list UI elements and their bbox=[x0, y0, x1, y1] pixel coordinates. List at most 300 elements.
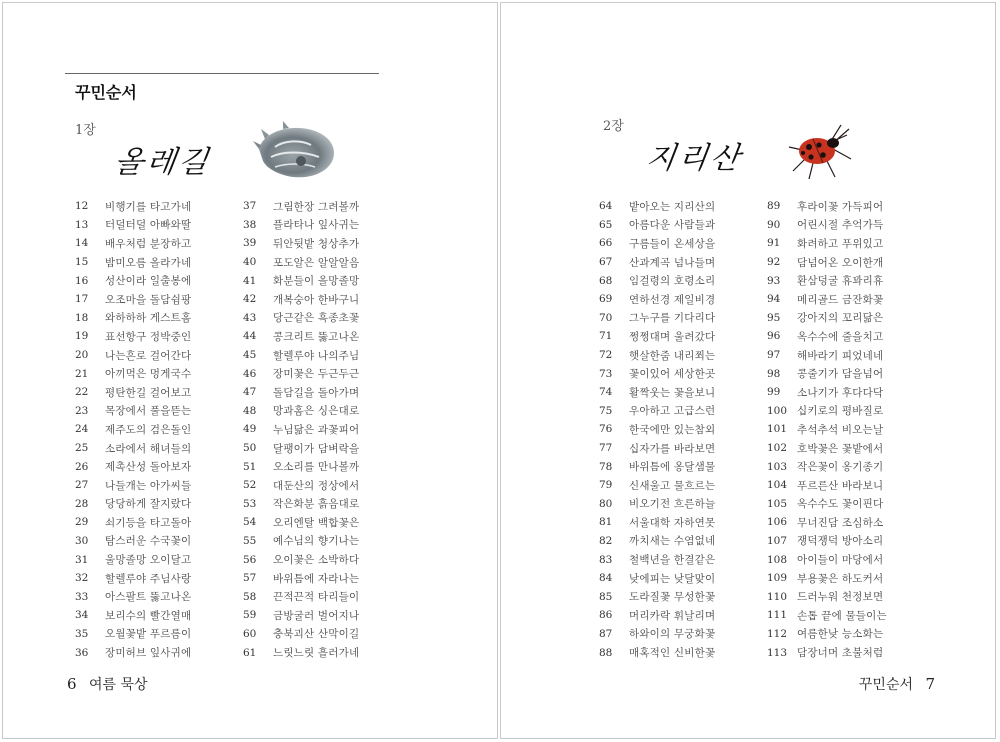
toc-title: 그림한장 그려볼까 bbox=[273, 200, 360, 213]
toc-title: 콩크리트 뚫고나온 bbox=[273, 330, 360, 343]
toc-page-number: 75 bbox=[599, 404, 613, 417]
toc-entry bbox=[599, 309, 715, 328]
toc-page-number: 95 bbox=[767, 311, 781, 324]
toc-page-number: 112 bbox=[767, 627, 788, 640]
toc-title: 울망졸망 오이달고 bbox=[105, 554, 192, 567]
toc-page-number: 20 bbox=[75, 349, 89, 362]
toc-entry bbox=[243, 569, 359, 588]
toc-entry bbox=[599, 420, 715, 439]
toc-title: 예수님의 향기나는 bbox=[273, 535, 360, 548]
toc-title: 오리엔탈 백합꽃은 bbox=[273, 516, 360, 529]
toc-page-number: 51 bbox=[243, 460, 257, 473]
toc-title: 까치새는 수염없네 bbox=[629, 535, 716, 548]
running-footer: 꾸민순서 bbox=[858, 677, 913, 693]
toc-entry bbox=[599, 569, 715, 588]
toc-title: 오소리를 만나볼까 bbox=[273, 461, 360, 474]
toc-page-number: 38 bbox=[243, 218, 257, 231]
toc-title: 성산이라 일출봉에 bbox=[105, 275, 192, 288]
toc-page-number: 41 bbox=[243, 274, 257, 287]
toc-page-number: 81 bbox=[599, 516, 613, 529]
toc-column-1 bbox=[75, 197, 191, 662]
toc-title: 제촉산성 돌아보자 bbox=[105, 461, 192, 474]
toc-page-number: 110 bbox=[767, 590, 788, 603]
book-title: 꾸민순서 bbox=[75, 83, 137, 102]
toc-page-number: 44 bbox=[243, 330, 257, 343]
toc-title: 머리카락 휘날리며 bbox=[629, 609, 716, 622]
toc-entry bbox=[243, 476, 359, 495]
toc-title: 부용꽃은 하도커서 bbox=[797, 572, 884, 585]
toc-entry bbox=[75, 513, 191, 532]
toc-entry bbox=[75, 495, 191, 514]
toc-entry bbox=[767, 643, 887, 662]
toc-entry bbox=[75, 439, 191, 458]
toc-entry bbox=[767, 606, 887, 625]
toc-page-number: 111 bbox=[767, 609, 788, 622]
toc-title: 햇살한줌 내리쬐는 bbox=[629, 349, 716, 362]
toc-title: 오조마을 돌담쉼팡 bbox=[105, 293, 192, 306]
toc-title: 개복숭아 한바구니 bbox=[273, 293, 360, 306]
toc-entry bbox=[767, 457, 887, 476]
page-number: 6 bbox=[67, 675, 77, 693]
toc-page-number: 101 bbox=[767, 423, 788, 436]
toc-page-number: 32 bbox=[75, 572, 89, 585]
toc-title: 손톱 끝에 물들이는 bbox=[797, 609, 887, 622]
toc-title: 바위틈에 옹달샘물 bbox=[629, 461, 716, 474]
toc-entry bbox=[599, 643, 715, 662]
toc-title: 보리수의 빨간열매 bbox=[105, 609, 192, 622]
toc-page-number: 89 bbox=[767, 200, 781, 213]
toc-entry bbox=[599, 550, 715, 569]
toc-entry bbox=[767, 290, 887, 309]
toc-title: 대둔산의 정상에서 bbox=[273, 479, 360, 492]
toc-title: 낮에피는 낮달맞이 bbox=[629, 572, 716, 585]
toc-title: 쩡쩡대며 울려갔다 bbox=[629, 330, 716, 343]
toc-page-number: 72 bbox=[599, 349, 613, 362]
toc-page-number: 48 bbox=[243, 404, 257, 417]
toc-page-number: 113 bbox=[767, 646, 788, 659]
toc-title: 십키로의 평바질로 bbox=[797, 405, 884, 418]
toc-title: 그누구를 기다리다 bbox=[629, 312, 716, 325]
toc-page-number: 83 bbox=[599, 553, 613, 566]
toc-title: 담넘어온 오이한개 bbox=[797, 256, 884, 269]
toc-page-number: 64 bbox=[599, 200, 613, 213]
toc-page-number: 69 bbox=[599, 293, 613, 306]
toc-page-number: 17 bbox=[75, 293, 89, 306]
toc-title: 콩줄기가 담을넘어 bbox=[797, 368, 884, 381]
toc-entry bbox=[767, 513, 887, 532]
toc-entry bbox=[243, 457, 359, 476]
toc-entry bbox=[243, 309, 359, 328]
toc-title: 밭아오는 지리산의 bbox=[629, 200, 716, 213]
toc-title: 쟁덕쟁덕 방아소리 bbox=[797, 535, 884, 548]
toc-entry bbox=[75, 253, 191, 272]
toc-title: 소라에서 해녀들의 bbox=[105, 442, 192, 455]
toc-entry bbox=[767, 420, 887, 439]
toc-page-number: 28 bbox=[75, 497, 89, 510]
toc-entry bbox=[75, 420, 191, 439]
seashell-illustration bbox=[253, 121, 339, 183]
toc-title: 금방굴러 벌어지나 bbox=[273, 609, 360, 622]
toc-page-number: 52 bbox=[243, 479, 257, 492]
toc-entry bbox=[75, 550, 191, 569]
toc-title: 제주도의 검은돌인 bbox=[105, 423, 192, 436]
toc-title: 꽃이있어 세상한곳 bbox=[629, 368, 716, 381]
toc-page-number: 45 bbox=[243, 349, 257, 362]
toc-entry bbox=[75, 216, 191, 235]
toc-entry bbox=[599, 197, 715, 216]
header-rule bbox=[65, 73, 379, 74]
toc-title: 산과계곡 넘나들며 bbox=[629, 256, 716, 269]
toc-page-number: 16 bbox=[75, 274, 89, 287]
toc-title: 비행기를 타고가네 bbox=[105, 200, 192, 213]
toc-entry bbox=[767, 587, 887, 606]
chapter-number: 1장 bbox=[75, 123, 96, 138]
toc-entry bbox=[599, 290, 715, 309]
toc-entry bbox=[75, 327, 191, 346]
toc-page-number: 90 bbox=[767, 218, 781, 231]
toc-page-number: 35 bbox=[75, 627, 89, 640]
toc-title: 터덜터덜 아빠와딸 bbox=[105, 219, 192, 232]
toc-entry bbox=[767, 495, 887, 514]
toc-page-number: 42 bbox=[243, 293, 257, 306]
toc-title: 목장에서 풀을뜯는 bbox=[105, 405, 192, 418]
toc-page-number: 109 bbox=[767, 572, 788, 585]
toc-title: 옥수수에 줄을치고 bbox=[797, 330, 884, 343]
toc-column-1 bbox=[599, 197, 715, 662]
toc-page-number: 27 bbox=[75, 479, 89, 492]
toc-page-number: 21 bbox=[75, 367, 89, 380]
toc-title: 화분들이 올망졸망 bbox=[273, 275, 360, 288]
toc-entry bbox=[75, 364, 191, 383]
toc-title: 신새울고 물흐르는 bbox=[629, 479, 716, 492]
toc-page-number: 31 bbox=[75, 553, 89, 566]
toc-title: 장미꽃은 두근두근 bbox=[273, 368, 360, 381]
toc-title: 메리골드 금잔화꽃 bbox=[797, 293, 884, 306]
toc-page-number: 46 bbox=[243, 367, 257, 380]
toc-entry bbox=[75, 309, 191, 328]
toc-page-number: 33 bbox=[75, 590, 89, 603]
toc-page-number: 97 bbox=[767, 349, 781, 362]
toc-page-number: 53 bbox=[243, 497, 257, 510]
toc-title: 당당하게 잘지랐다 bbox=[105, 498, 192, 511]
toc-page-number: 73 bbox=[599, 367, 613, 380]
toc-entry bbox=[599, 253, 715, 272]
toc-title: 표선항구 정박중인 bbox=[105, 330, 192, 343]
toc-entry bbox=[767, 569, 887, 588]
toc-entry bbox=[599, 587, 715, 606]
toc-title: 느릿느릿 흘러가네 bbox=[273, 647, 360, 660]
toc-page-number: 34 bbox=[75, 609, 89, 622]
toc-page-number: 93 bbox=[767, 274, 781, 287]
toc-page-number: 85 bbox=[599, 590, 613, 603]
toc-title: 나는흔로 걸어간다 bbox=[105, 349, 192, 362]
toc-page-number: 40 bbox=[243, 256, 257, 269]
toc-page-number: 107 bbox=[767, 534, 788, 547]
toc-page-number: 91 bbox=[767, 237, 781, 250]
toc-title: 도라질꽃 무성한꽃 bbox=[629, 591, 716, 604]
toc-title: 장미허브 잎사귀에 bbox=[105, 647, 192, 660]
toc-title: 하와이의 무궁화꽃 bbox=[629, 628, 716, 641]
toc-title: 플라타나 잎사귀는 bbox=[273, 219, 360, 232]
page-number: 7 bbox=[925, 675, 935, 693]
chapter-number: 2장 bbox=[603, 119, 624, 134]
toc-page-number: 59 bbox=[243, 609, 257, 622]
toc-page-number: 98 bbox=[767, 367, 781, 380]
toc-entry bbox=[767, 532, 887, 551]
toc-entry bbox=[767, 364, 887, 383]
toc-page-number: 80 bbox=[599, 497, 613, 510]
toc-page-number: 50 bbox=[243, 442, 257, 455]
toc-entry bbox=[243, 364, 359, 383]
toc-title: 쇠기등을 타고돌아 bbox=[105, 516, 192, 529]
toc-page-number: 88 bbox=[599, 646, 613, 659]
toc-title: 포도알은 알알알음 bbox=[273, 256, 360, 269]
toc-entry bbox=[599, 216, 715, 235]
toc-page-number: 103 bbox=[767, 460, 788, 473]
left-page bbox=[2, 2, 498, 739]
toc-entry bbox=[243, 402, 359, 421]
toc-entry bbox=[243, 439, 359, 458]
toc-page-number: 77 bbox=[599, 442, 613, 455]
toc-page-number: 12 bbox=[75, 200, 89, 213]
toc-entry bbox=[767, 197, 887, 216]
toc-title: 환삼덩굴 휴꽈리휴 bbox=[797, 275, 884, 288]
toc-entry bbox=[75, 643, 191, 662]
toc-entry bbox=[767, 346, 887, 365]
toc-entry bbox=[599, 234, 715, 253]
toc-entry bbox=[599, 402, 715, 421]
toc-entry bbox=[243, 383, 359, 402]
toc-entry bbox=[599, 476, 715, 495]
toc-entry bbox=[75, 587, 191, 606]
toc-title: 탐스러운 수국꽃이 bbox=[105, 535, 192, 548]
toc-title: 화려하고 푸위있고 bbox=[797, 237, 884, 250]
toc-page-number: 15 bbox=[75, 256, 89, 269]
toc-entry bbox=[243, 513, 359, 532]
toc-page-number: 13 bbox=[75, 218, 89, 231]
toc-entry bbox=[243, 253, 359, 272]
toc-page-number: 36 bbox=[75, 646, 89, 659]
toc-entry bbox=[599, 346, 715, 365]
toc-title: 후라이꽃 가득피어 bbox=[797, 200, 884, 213]
toc-entry bbox=[767, 625, 887, 644]
toc-entry bbox=[599, 625, 715, 644]
toc-title: 드러누워 천정보면 bbox=[797, 591, 884, 604]
toc-entry bbox=[75, 569, 191, 588]
toc-title: 담장너머 초불처럼 bbox=[797, 647, 884, 660]
toc-title: 여름한낮 능소화는 bbox=[797, 628, 884, 641]
toc-entry bbox=[243, 643, 359, 662]
toc-entry bbox=[243, 327, 359, 346]
toc-title: 십자가를 바라보면 bbox=[629, 442, 716, 455]
toc-title: 비오기전 흐른하늘 bbox=[629, 498, 716, 511]
toc-page-number: 24 bbox=[75, 423, 89, 436]
toc-page-number: 99 bbox=[767, 386, 781, 399]
toc-title: 어린시절 추억가득 bbox=[797, 219, 884, 232]
page-folio bbox=[859, 674, 935, 694]
toc-page-number: 67 bbox=[599, 256, 613, 269]
toc-page-number: 54 bbox=[243, 516, 257, 529]
toc-page-number: 58 bbox=[243, 590, 257, 603]
toc-page-number: 47 bbox=[243, 386, 257, 399]
toc-entry bbox=[75, 290, 191, 309]
toc-entry bbox=[75, 271, 191, 290]
toc-page-number: 22 bbox=[75, 386, 89, 399]
toc-entry bbox=[243, 346, 359, 365]
toc-title: 와하하하 게스트홈 bbox=[105, 312, 192, 325]
toc-entry bbox=[243, 625, 359, 644]
toc-entry bbox=[767, 216, 887, 235]
toc-title: 밤미오름 올라가네 bbox=[105, 256, 192, 269]
toc-page-number: 30 bbox=[75, 534, 89, 547]
running-footer: 여름 묵상 bbox=[89, 677, 148, 693]
toc-entry bbox=[599, 383, 715, 402]
toc-entry bbox=[243, 216, 359, 235]
toc-column-2 bbox=[767, 197, 887, 662]
toc-page-number: 104 bbox=[767, 479, 788, 492]
toc-entry bbox=[599, 495, 715, 514]
toc-title: 옥수수도 꽃이핀다 bbox=[797, 498, 884, 511]
toc-page-number: 55 bbox=[243, 534, 257, 547]
toc-title: 우아하고 고급스런 bbox=[629, 405, 716, 418]
toc-title: 서울대학 자하연못 bbox=[629, 516, 716, 529]
toc-page-number: 105 bbox=[767, 497, 788, 510]
toc-page-number: 92 bbox=[767, 256, 781, 269]
toc-page-number: 60 bbox=[243, 627, 257, 640]
toc-title: 끈적끈적 타리들이 bbox=[273, 591, 360, 604]
toc-page-number: 29 bbox=[75, 516, 89, 529]
toc-entry bbox=[599, 364, 715, 383]
toc-title: 배우처럼 분장하고 bbox=[105, 237, 192, 250]
toc-entry bbox=[599, 457, 715, 476]
toc-entry bbox=[599, 606, 715, 625]
toc-entry bbox=[767, 271, 887, 290]
toc-page-number: 26 bbox=[75, 460, 89, 473]
toc-entry bbox=[75, 476, 191, 495]
toc-title: 오월꽃밭 푸르름이 bbox=[105, 628, 192, 641]
toc-title: 아끼먹은 멍게국수 bbox=[105, 368, 192, 381]
toc-entry bbox=[599, 271, 715, 290]
toc-title: 충북괴산 산막이길 bbox=[273, 628, 360, 641]
toc-entry bbox=[75, 197, 191, 216]
toc-title: 할렐루야 나의주님 bbox=[273, 349, 360, 362]
toc-page-number: 57 bbox=[243, 572, 257, 585]
toc-entry bbox=[243, 532, 359, 551]
toc-title: 무너진담 조심하소 bbox=[797, 516, 884, 529]
toc-page-number: 96 bbox=[767, 330, 781, 343]
toc-entry bbox=[599, 327, 715, 346]
toc-title: 아이들이 마당에서 bbox=[797, 554, 884, 567]
toc-entry bbox=[243, 271, 359, 290]
toc-title: 작은화분 흙음대로 bbox=[273, 498, 360, 511]
toc-page-number: 37 bbox=[243, 200, 257, 213]
toc-title: 달팽이가 담벼락을 bbox=[273, 442, 360, 455]
toc-entry bbox=[767, 383, 887, 402]
toc-page-number: 84 bbox=[599, 572, 613, 585]
toc-entry bbox=[75, 383, 191, 402]
toc-title: 해바라기 피었네네 bbox=[797, 349, 884, 362]
toc-entry bbox=[767, 309, 887, 328]
toc-page-number: 25 bbox=[75, 442, 89, 455]
toc-title: 누님닮은 과꽃피어 bbox=[273, 423, 360, 436]
toc-entry bbox=[243, 495, 359, 514]
toc-entry bbox=[75, 234, 191, 253]
toc-entry bbox=[243, 290, 359, 309]
toc-entry bbox=[599, 513, 715, 532]
toc-title: 망과홈은 싱은대로 bbox=[273, 405, 360, 418]
toc-title: 돌담길을 돌아가며 bbox=[273, 386, 360, 399]
toc-page-number: 68 bbox=[599, 274, 613, 287]
page-folio bbox=[67, 674, 148, 694]
toc-title: 당근같은 흑종초꽃 bbox=[273, 312, 360, 325]
toc-title: 아스팔트 뚫고나온 bbox=[105, 591, 192, 604]
toc-page-number: 78 bbox=[599, 460, 613, 473]
toc-page-number: 76 bbox=[599, 423, 613, 436]
toc-title: 할렐루야 주님사랑 bbox=[105, 572, 192, 585]
toc-title: 아름다운 사람들과 bbox=[629, 219, 716, 232]
toc-entry bbox=[243, 587, 359, 606]
toc-title: 호박꽃은 꽃밭에서 bbox=[797, 442, 884, 455]
toc-entry bbox=[75, 402, 191, 421]
toc-page-number: 49 bbox=[243, 423, 257, 436]
toc-title: 한국에만 있는참외 bbox=[629, 423, 716, 436]
toc-page-number: 79 bbox=[599, 479, 613, 492]
toc-page-number: 39 bbox=[243, 237, 257, 250]
toc-page-number: 71 bbox=[599, 330, 613, 343]
toc-page-number: 86 bbox=[599, 609, 613, 622]
toc-page-number: 87 bbox=[599, 627, 613, 640]
toc-entry bbox=[767, 402, 887, 421]
toc-page-number: 106 bbox=[767, 516, 788, 529]
toc-entry bbox=[243, 606, 359, 625]
ladybug-illustration bbox=[783, 121, 859, 181]
toc-entry bbox=[767, 253, 887, 272]
toc-page-number: 19 bbox=[75, 330, 89, 343]
toc-page-number: 56 bbox=[243, 553, 257, 566]
toc-title: 오이꽃은 소박하다 bbox=[273, 554, 360, 567]
toc-page-number: 23 bbox=[75, 404, 89, 417]
toc-entry bbox=[243, 197, 359, 216]
toc-entry bbox=[767, 550, 887, 569]
toc-entry bbox=[243, 234, 359, 253]
toc-page-number: 65 bbox=[599, 218, 613, 231]
toc-entry bbox=[599, 439, 715, 458]
toc-page-number: 82 bbox=[599, 534, 613, 547]
toc-entry bbox=[75, 457, 191, 476]
toc-title: 강아지의 꼬리닮은 bbox=[797, 312, 884, 325]
toc-entry bbox=[243, 420, 359, 439]
toc-entry bbox=[243, 550, 359, 569]
toc-page-number: 43 bbox=[243, 311, 257, 324]
toc-title: 구름들이 온세상을 bbox=[629, 237, 716, 250]
toc-title: 매혹적인 신비한꽃 bbox=[629, 647, 716, 660]
toc-title: 소나기가 후다다닥 bbox=[797, 386, 884, 399]
toc-title: 뒤안뒷밭 청상추가 bbox=[273, 237, 360, 250]
chapter-title: 올레길 bbox=[112, 145, 213, 180]
toc-page-number: 61 bbox=[243, 646, 257, 659]
toc-entry bbox=[767, 327, 887, 346]
toc-entry bbox=[599, 532, 715, 551]
chapter-title: 지리산 bbox=[644, 141, 745, 176]
toc-title: 활짝웃는 꽃을보니 bbox=[629, 386, 716, 399]
toc-entry bbox=[767, 476, 887, 495]
toc-title: 푸르른산 바라보니 bbox=[797, 479, 884, 492]
toc-entry bbox=[75, 606, 191, 625]
toc-page-number: 74 bbox=[599, 386, 613, 399]
toc-entry bbox=[767, 234, 887, 253]
toc-page-number: 70 bbox=[599, 311, 613, 324]
toc-title: 추석추석 비오는날 bbox=[797, 423, 884, 436]
